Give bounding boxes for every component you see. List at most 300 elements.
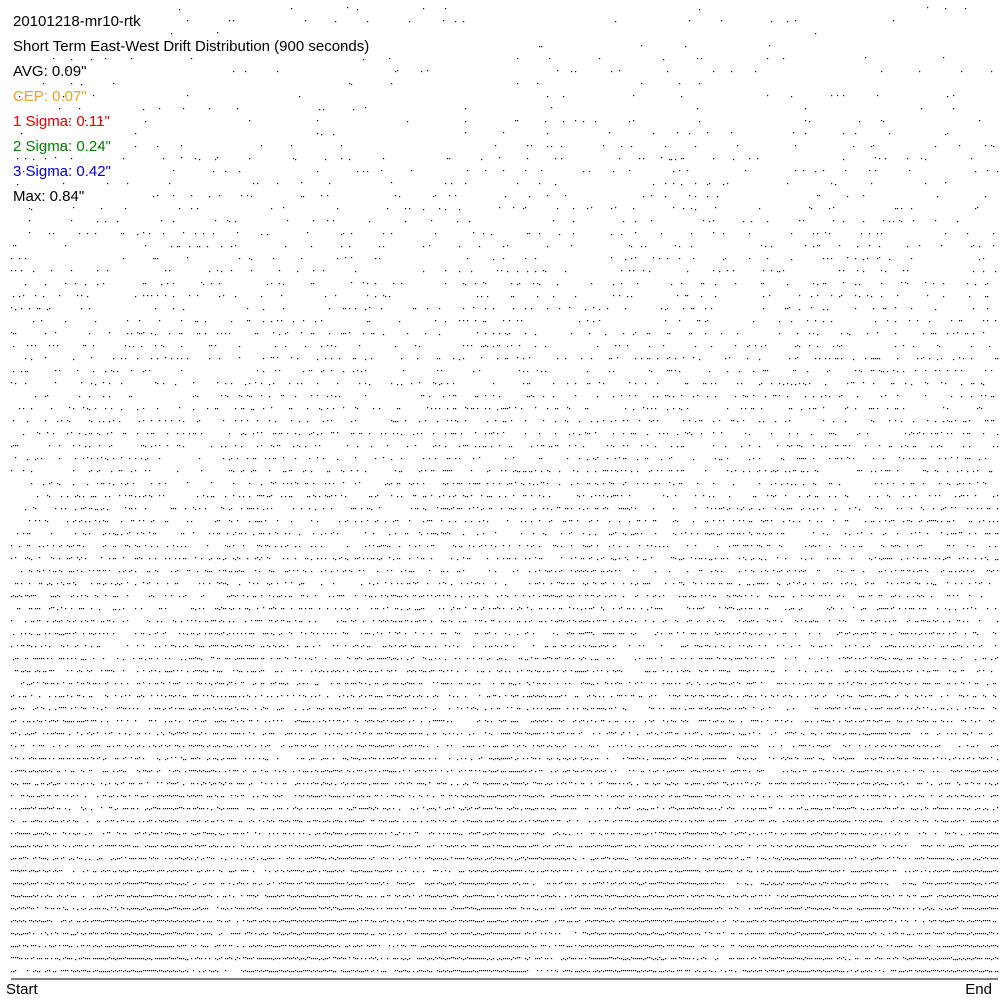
sample-point [551, 658, 552, 659]
sample-point [789, 446, 790, 447]
sample-point [197, 321, 198, 322]
sample-point [735, 396, 736, 397]
sample-point [477, 507, 478, 508]
sample-point [175, 571, 176, 572]
sample-point [351, 433, 352, 434]
sample-point [305, 571, 306, 572]
sample-point [635, 257, 636, 258]
sample-point [373, 584, 374, 585]
sample-point [893, 546, 894, 547]
sample-point [885, 633, 886, 634]
sample-point [347, 559, 348, 560]
sample-point [457, 633, 458, 634]
sample-point [897, 395, 898, 396]
sample-point [383, 334, 384, 335]
sample-point [421, 71, 422, 72]
sample-point [633, 570, 634, 571]
sample-point [845, 533, 846, 534]
sample-point [761, 546, 762, 547]
sample-point [699, 83, 700, 84]
sample-point [613, 658, 614, 659]
sample-point [731, 420, 732, 421]
sample-point [771, 495, 772, 496]
sample-point [935, 520, 936, 521]
sample-point [113, 633, 114, 634]
sample-point [977, 470, 978, 471]
sample-point [681, 559, 682, 560]
sample-point [517, 120, 518, 121]
sample-point [525, 207, 526, 208]
sample-point [459, 633, 460, 634]
sample-point [927, 521, 928, 522]
sample-point [583, 509, 584, 510]
sample-point [721, 459, 722, 460]
sample-point [531, 145, 532, 146]
sample-point [681, 582, 682, 583]
sample-point [695, 645, 696, 646]
sample-point [941, 521, 942, 522]
sample-point [369, 321, 370, 322]
sample-point [681, 483, 682, 484]
sample-point [533, 545, 534, 546]
sample-point [539, 570, 540, 571]
sample-point [79, 445, 80, 446]
sample-point [625, 458, 626, 459]
sample-point [201, 433, 202, 434]
sample-point [907, 246, 908, 247]
sample-point [443, 595, 444, 596]
sample-point [337, 533, 338, 534]
sample-point [963, 433, 964, 434]
sample-point [979, 246, 980, 247]
sample-point [227, 658, 228, 659]
sample-point [73, 633, 74, 634]
sample-point [631, 583, 632, 584]
sample-point [983, 320, 984, 321]
sample-point [843, 620, 844, 621]
sample-point [603, 420, 604, 421]
sample-point [475, 396, 476, 397]
sample-point [713, 583, 714, 584]
sample-point [935, 621, 936, 622]
sample-point [919, 608, 920, 609]
sample-point [823, 533, 824, 534]
sample-point [209, 646, 210, 647]
sample-point [157, 383, 158, 384]
sample-point [637, 483, 638, 484]
sample-point [757, 533, 758, 534]
sample-point [619, 633, 620, 634]
sample-point [697, 483, 698, 484]
sample-point [181, 370, 182, 371]
sample-point [611, 208, 612, 209]
sample-point [499, 207, 500, 208]
sample-point [819, 595, 820, 596]
sample-point [161, 220, 162, 221]
sample-point [149, 621, 150, 622]
sample-point [323, 370, 324, 371]
sample-point [273, 357, 274, 358]
sample-point [993, 496, 994, 497]
sample-point [359, 345, 360, 346]
sample-point [379, 408, 380, 409]
sample-point [745, 559, 746, 560]
sample-point [465, 132, 466, 133]
sample-point [393, 283, 394, 284]
sample-point [473, 608, 474, 609]
sample-point [647, 434, 648, 435]
sample-point [877, 496, 878, 497]
sample-point [507, 271, 508, 272]
sample-point [153, 520, 154, 521]
sample-point [229, 546, 230, 547]
sample-point [627, 420, 628, 421]
sample-point [559, 657, 560, 658]
sample-point [871, 471, 872, 472]
sample-point [683, 558, 684, 559]
sample-point [831, 183, 832, 184]
sample-point [697, 533, 698, 534]
sample-point [505, 621, 506, 622]
sample-point [817, 471, 818, 472]
sample-point [829, 370, 830, 371]
sample-point [433, 433, 434, 434]
sample-point [403, 370, 404, 371]
sample-point [275, 546, 276, 547]
sample-point [581, 633, 582, 634]
sample-point [551, 446, 552, 447]
sample-point [511, 608, 512, 609]
sample-point [977, 207, 978, 208]
sample-point [733, 520, 734, 521]
sample-point [645, 620, 646, 621]
sample-point [717, 657, 718, 658]
sample-point [319, 608, 320, 609]
sample-point [533, 533, 534, 534]
sample-point [473, 546, 474, 547]
sample-point [153, 258, 154, 259]
sample-point [337, 645, 338, 646]
sample-point [97, 583, 98, 584]
sample-point [703, 220, 704, 221]
sample-point [471, 521, 472, 522]
sample-point [123, 233, 124, 234]
sample-point [625, 621, 626, 622]
sample-point [335, 608, 336, 609]
sample-point [381, 170, 382, 171]
sample-point [87, 484, 88, 485]
sample-point [71, 658, 72, 659]
sample-point [673, 484, 674, 485]
sample-point [959, 645, 960, 646]
sample-point [237, 658, 238, 659]
sample-point [531, 521, 532, 522]
sample-point [247, 558, 248, 559]
sample-point [545, 646, 546, 647]
sample-point [173, 545, 174, 546]
sample-point [909, 170, 910, 171]
sample-point [805, 133, 806, 134]
sample-point [809, 121, 810, 122]
sample-point [485, 433, 486, 434]
sample-point [895, 333, 896, 334]
sample-point [75, 520, 76, 521]
sample-point [657, 358, 658, 359]
sample-point [845, 646, 846, 647]
sample-point [965, 421, 966, 422]
sample-point [201, 470, 202, 471]
sample-point [99, 445, 100, 446]
sample-point [721, 508, 722, 509]
sample-point [459, 571, 460, 572]
sample-point [713, 232, 714, 233]
sample-point [469, 221, 470, 222]
sample-point [621, 146, 622, 147]
sample-point [891, 608, 892, 609]
sample-point [317, 395, 318, 396]
sample-point [751, 559, 752, 560]
sample-point [281, 608, 282, 609]
sample-point [401, 358, 402, 359]
sample-point [435, 445, 436, 446]
sample-point [11, 620, 12, 621]
sample-point [851, 382, 852, 383]
sample-point [647, 458, 648, 459]
sample-point [253, 583, 254, 584]
sample-point [539, 46, 540, 47]
sample-point [521, 608, 522, 609]
sample-point [667, 496, 668, 497]
sample-point [53, 433, 54, 434]
sample-point [681, 409, 682, 410]
sample-point [289, 621, 290, 622]
sample-point [233, 471, 234, 472]
sample-point [233, 621, 234, 622]
sample-point [149, 370, 150, 371]
sample-point [841, 358, 842, 359]
sample-point [375, 596, 376, 597]
sample-point [947, 408, 948, 409]
sample-point [513, 495, 514, 496]
sample-point [251, 658, 252, 659]
sample-point [391, 620, 392, 621]
sample-point [235, 646, 236, 647]
sample-point [463, 320, 464, 321]
sample-point [255, 620, 256, 621]
sample-point [529, 558, 530, 559]
sample-point [949, 557, 950, 558]
sample-point [105, 595, 106, 596]
sample-point [215, 521, 216, 522]
sample-point [31, 483, 32, 484]
sample-point [981, 383, 982, 384]
sample-point [311, 395, 312, 396]
sample-point [677, 295, 678, 296]
sample-point [617, 471, 618, 472]
sample-point [493, 432, 494, 433]
sample-point [927, 658, 928, 659]
sample-point [321, 584, 322, 585]
sample-point [881, 470, 882, 471]
sample-point [259, 495, 260, 496]
sample-point [537, 83, 538, 84]
sample-point [187, 634, 188, 635]
sample-point [91, 608, 92, 609]
sample-point [141, 532, 142, 533]
sample-point [371, 558, 372, 559]
sample-point [815, 621, 816, 622]
sample-point [847, 633, 848, 634]
sample-point [15, 245, 16, 246]
sample-point [603, 483, 604, 484]
sample-point [87, 457, 88, 458]
sample-point [15, 383, 16, 384]
sample-point [707, 621, 708, 622]
sample-point [595, 583, 596, 584]
sample-point [211, 645, 212, 646]
sample-point [151, 496, 152, 497]
sample-point [825, 583, 826, 584]
sample-point [47, 432, 48, 433]
sample-point [791, 484, 792, 485]
sample-point [537, 445, 538, 446]
sample-point [667, 395, 668, 396]
sample-point [745, 433, 746, 434]
sample-point [643, 196, 644, 197]
sample-point [337, 658, 338, 659]
sample-point [611, 483, 612, 484]
sample-point [705, 633, 706, 634]
sample-point [227, 584, 228, 585]
sample-point [427, 308, 428, 309]
sample-point [921, 595, 922, 596]
sample-point [389, 632, 390, 633]
sample-point [781, 621, 782, 622]
sample-point [689, 195, 690, 196]
sample-point [487, 483, 488, 484]
sample-point [941, 646, 942, 647]
sample-point [521, 408, 522, 409]
sample-point [853, 382, 854, 383]
sample-point [215, 408, 216, 409]
sample-point [279, 433, 280, 434]
sample-point [177, 583, 178, 584]
sample-point [11, 332, 12, 333]
sample-point [139, 320, 140, 321]
sample-point [529, 396, 530, 397]
sample-point [373, 658, 374, 659]
sample-point [821, 521, 822, 522]
sample-point [395, 71, 396, 72]
sample-point [911, 432, 912, 433]
sample-point [623, 433, 624, 434]
sample-point [517, 284, 518, 285]
sample-point [581, 570, 582, 571]
sample-point [543, 533, 544, 534]
sample-point [787, 383, 788, 384]
sample-point [497, 558, 498, 559]
sample-point [351, 620, 352, 621]
sample-point [125, 495, 126, 496]
sample-point [261, 432, 262, 433]
sample-point [559, 571, 560, 572]
sample-point [271, 482, 272, 483]
sample-point [839, 245, 840, 246]
sample-point [481, 620, 482, 621]
sample-point [507, 484, 508, 485]
sample-point [953, 633, 954, 634]
sample-point [751, 521, 752, 522]
sample-point [441, 571, 442, 572]
sample-point [841, 345, 842, 346]
sample-point [865, 608, 866, 609]
sample-point [885, 395, 886, 396]
sample-point [625, 408, 626, 409]
sample-point [623, 533, 624, 534]
sample-point [401, 434, 402, 435]
sample-point [315, 546, 316, 547]
sample-point [951, 571, 952, 572]
sample-point [903, 345, 904, 346]
sample-point [151, 295, 152, 296]
sample-point [557, 634, 558, 635]
sample-point [765, 345, 766, 346]
sample-point [269, 420, 270, 421]
sample-point [171, 420, 172, 421]
sample-point [749, 233, 750, 234]
sample-point [309, 658, 310, 659]
sample-point [599, 382, 600, 383]
sample-point [991, 145, 992, 146]
sample-point [611, 445, 612, 446]
sample-point [525, 170, 526, 171]
sample-point [383, 646, 384, 647]
sample-point [887, 608, 888, 609]
sample-point [297, 358, 298, 359]
sample-point [693, 258, 694, 259]
sample-point [939, 558, 940, 559]
sample-point [749, 258, 750, 259]
sample-point [151, 333, 152, 334]
sample-point [673, 171, 674, 172]
sample-point [613, 433, 614, 434]
sample-point [715, 646, 716, 647]
sample-point [203, 595, 204, 596]
sample-point [817, 233, 818, 234]
sample-point [337, 258, 338, 259]
sample-point [735, 283, 736, 284]
sample-point [799, 309, 800, 310]
sample-point [569, 307, 570, 308]
sample-point [689, 420, 690, 421]
sample-point [373, 533, 374, 534]
sample-point [739, 584, 740, 585]
sample-point [743, 471, 744, 472]
sample-point [81, 608, 82, 609]
sample-point [967, 508, 968, 509]
sample-point [961, 470, 962, 471]
sample-point [395, 421, 396, 422]
sample-point [301, 508, 302, 509]
sample-point [705, 333, 706, 334]
sample-point [165, 595, 166, 596]
sample-point [355, 558, 356, 559]
sample-point [899, 632, 900, 633]
sample-point [227, 634, 228, 635]
sample-point [333, 558, 334, 559]
sample-point [655, 658, 656, 659]
sample-point [539, 546, 540, 547]
